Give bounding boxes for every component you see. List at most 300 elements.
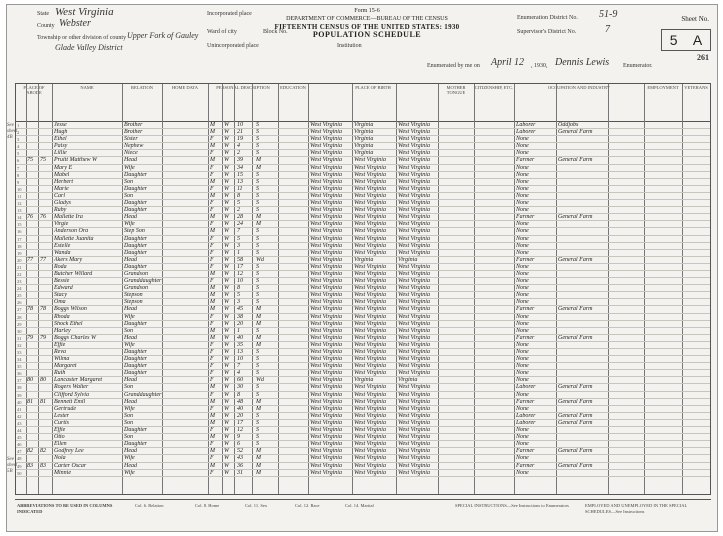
cell-age: 31 bbox=[237, 469, 243, 476]
cell-row-number: 6 bbox=[17, 158, 20, 164]
table-row bbox=[16, 321, 710, 328]
cell-sex: M bbox=[210, 327, 215, 334]
cell-relation: Brother bbox=[124, 122, 143, 128]
cell-mother-birthplace: West Virginia bbox=[398, 419, 430, 426]
cell-sex: F bbox=[210, 263, 214, 270]
cell-birthplace: West Virginia bbox=[310, 320, 342, 327]
cell-occupation: None bbox=[516, 278, 529, 285]
cell-row-number: 40 bbox=[17, 399, 22, 405]
cell-person-name: Otto bbox=[54, 434, 65, 441]
abbrev-title: ABBREVIATIONS TO BE USED IN COLUMNS INDICATED bbox=[17, 503, 113, 514]
cell-relation: Sister bbox=[124, 136, 138, 143]
cell-occupation: None bbox=[516, 207, 529, 214]
cell-sex: F bbox=[210, 405, 214, 412]
cell-person-name: Boggs Charles W bbox=[54, 334, 96, 341]
cell-age: 2 bbox=[237, 207, 240, 214]
cell-birthplace: West Virginia bbox=[310, 462, 342, 469]
cell-dwelling-number: 83 bbox=[27, 462, 33, 469]
cell-marital-status: S bbox=[256, 391, 259, 398]
cell-relation: Head bbox=[124, 448, 137, 455]
cell-father-birthplace: West Virginia bbox=[354, 448, 386, 455]
cell-mother-birthplace: West Virginia bbox=[398, 228, 430, 235]
cell-relation: Daughter bbox=[124, 185, 147, 192]
cell-row-number: 42 bbox=[17, 413, 22, 419]
table-row bbox=[16, 271, 710, 278]
cell-race: W bbox=[224, 157, 229, 164]
cell-birthplace: West Virginia bbox=[310, 228, 342, 235]
cell-race: W bbox=[224, 242, 229, 249]
cell-industry: General Farm bbox=[558, 419, 593, 426]
cell-person-name: Nola bbox=[54, 455, 66, 462]
cell-relation: Daughter bbox=[124, 207, 147, 214]
cell-mother-birthplace: West Virginia bbox=[398, 398, 430, 405]
cell-marital-status: S bbox=[256, 370, 259, 377]
cell-industry: General Farm bbox=[558, 256, 593, 263]
cell-occupation: None bbox=[516, 469, 529, 476]
county-label: County bbox=[37, 23, 55, 29]
cell-row-number: 39 bbox=[17, 392, 22, 398]
table-row bbox=[16, 165, 710, 172]
cell-father-birthplace: West Virginia bbox=[354, 427, 386, 434]
cell-person-name: Mabel bbox=[54, 171, 70, 178]
cell-age: 40 bbox=[237, 334, 243, 341]
cell-person-name: Minnie bbox=[54, 469, 71, 476]
cell-occupation: None bbox=[516, 441, 529, 448]
cell-relation: Head bbox=[124, 306, 137, 313]
cell-industry: General Farm bbox=[558, 129, 593, 136]
cell-marital-status: M bbox=[256, 448, 261, 455]
cell-sex: M bbox=[210, 306, 215, 313]
cell-father-birthplace: West Virginia bbox=[354, 263, 386, 270]
cell-family-number: 75 bbox=[40, 157, 46, 164]
cell-relation: Granddaughter bbox=[124, 391, 162, 398]
cell-father-birthplace: Virginia bbox=[354, 129, 374, 136]
cell-mother-birthplace: West Virginia bbox=[398, 334, 430, 341]
cell-father-birthplace: West Virginia bbox=[354, 200, 386, 207]
cell-birthplace: West Virginia bbox=[310, 157, 342, 164]
department-line: DEPARTMENT OF COMMERCE—BUREAU OF THE CENSUS bbox=[286, 16, 448, 22]
cell-person-name: Ruth bbox=[54, 370, 66, 377]
table-row bbox=[16, 250, 710, 257]
table-row bbox=[16, 278, 710, 285]
cell-sex: F bbox=[210, 391, 214, 398]
cell-person-name: Jesse bbox=[54, 122, 67, 128]
cell-marital-status: S bbox=[256, 178, 259, 185]
cell-row-number: 12 bbox=[17, 201, 22, 207]
table-row bbox=[16, 200, 710, 207]
cell-father-birthplace: West Virginia bbox=[354, 221, 386, 228]
employment-note: EMPLOYED AND UNEMPLOYED IN THE SPECIAL SCHEDULES—See Instructions bbox=[585, 503, 688, 514]
cell-relation: Wife bbox=[124, 341, 135, 348]
cell-mother-birthplace: West Virginia bbox=[398, 171, 430, 178]
table-row bbox=[16, 399, 710, 406]
colgroup-relation: RELATION bbox=[131, 85, 153, 90]
cell-age: 1 bbox=[237, 327, 240, 334]
cell-race: W bbox=[224, 249, 229, 256]
cell-sex: F bbox=[210, 469, 214, 476]
cell-occupation: None bbox=[516, 185, 529, 192]
cell-marital-status: S bbox=[256, 292, 259, 299]
cell-birthplace: West Virginia bbox=[310, 164, 342, 171]
cell-industry: General Farm bbox=[558, 412, 593, 419]
colgroup-citizenship: CITIZENSHIP, ETC. bbox=[474, 85, 514, 90]
cell-father-birthplace: Virginia bbox=[354, 377, 374, 384]
cell-race: W bbox=[224, 334, 229, 341]
cell-sex: F bbox=[210, 363, 214, 370]
cell-birthplace: West Virginia bbox=[310, 171, 342, 178]
cell-person-name: Lester bbox=[54, 412, 69, 419]
cell-race: W bbox=[224, 192, 229, 199]
cell-sex: F bbox=[210, 313, 214, 320]
cell-race: W bbox=[224, 299, 229, 306]
cell-race: W bbox=[224, 306, 229, 313]
cell-occupation: None bbox=[516, 221, 529, 228]
table-row bbox=[16, 228, 710, 235]
cell-person-name: Lancaster Margaret bbox=[54, 377, 103, 384]
cell-race: W bbox=[224, 462, 229, 469]
table-row bbox=[16, 186, 710, 193]
cell-sex: M bbox=[210, 122, 215, 128]
table-row bbox=[16, 434, 710, 441]
cell-mother-birthplace: West Virginia bbox=[398, 185, 430, 192]
cell-occupation: None bbox=[516, 313, 529, 320]
cell-person-name: Ethel bbox=[54, 136, 67, 143]
cell-person-name: Herbert bbox=[54, 178, 73, 185]
table-row bbox=[16, 448, 710, 455]
cell-occupation: Farmer bbox=[516, 334, 535, 341]
cell-mother-birthplace: West Virginia bbox=[398, 427, 430, 434]
cell-relation: Daughter bbox=[124, 235, 147, 242]
cell-relation: Head bbox=[124, 256, 137, 263]
cell-relation: Son bbox=[124, 384, 133, 391]
cell-person-name: Effie bbox=[54, 341, 66, 348]
table-row bbox=[16, 420, 710, 427]
cell-sex: M bbox=[210, 292, 215, 299]
cell-birthplace: West Virginia bbox=[310, 256, 342, 263]
cell-mother-birthplace: West Virginia bbox=[398, 221, 430, 228]
table-row bbox=[16, 356, 710, 363]
cell-row-number: 17 bbox=[17, 236, 22, 242]
cell-father-birthplace: West Virginia bbox=[354, 306, 386, 313]
cell-age: 2 bbox=[237, 150, 240, 157]
cell-race: W bbox=[224, 122, 229, 128]
cell-marital-status: S bbox=[256, 299, 259, 306]
cell-mother-birthplace: West Virginia bbox=[398, 469, 430, 476]
cell-occupation: None bbox=[516, 150, 529, 157]
cell-relation: Daughter bbox=[124, 349, 147, 355]
state-label: State bbox=[37, 11, 49, 17]
cell-relation: Head bbox=[124, 377, 137, 384]
cell-marital-status: S bbox=[256, 412, 259, 419]
cell-relation: Wife bbox=[124, 455, 135, 462]
cell-birthplace: West Virginia bbox=[310, 341, 342, 348]
table-row bbox=[16, 243, 710, 250]
year-suffix: , 1930, bbox=[531, 63, 548, 69]
cell-birthplace: West Virginia bbox=[310, 192, 342, 199]
cell-occupation: Farmer bbox=[516, 256, 535, 263]
cell-father-birthplace: West Virginia bbox=[354, 370, 386, 377]
cell-race: W bbox=[224, 207, 229, 214]
cell-race: W bbox=[224, 292, 229, 299]
cell-race: W bbox=[224, 455, 229, 462]
cell-mother-birthplace: West Virginia bbox=[398, 143, 430, 150]
table-row bbox=[16, 122, 710, 129]
cell-person-name: Effie bbox=[54, 427, 66, 434]
abbrev-race: Col. 12. Race bbox=[295, 503, 320, 508]
cell-age: 36 bbox=[237, 462, 243, 469]
cell-marital-status: S bbox=[256, 228, 259, 235]
supervisor-value: 7 bbox=[605, 24, 610, 35]
cell-relation: Wife bbox=[124, 313, 135, 320]
cell-marital-status: S bbox=[256, 356, 259, 363]
cell-industry: General Farm bbox=[558, 306, 593, 313]
cell-age: 9 bbox=[237, 434, 240, 441]
cell-occupation: None bbox=[516, 235, 529, 242]
cell-mother-birthplace: West Virginia bbox=[398, 349, 430, 355]
cell-family-number: 79 bbox=[40, 334, 46, 341]
table-row bbox=[16, 193, 710, 200]
cell-birthplace: West Virginia bbox=[310, 391, 342, 398]
enumerated-date: April 12 bbox=[491, 57, 525, 68]
cell-sex: F bbox=[210, 427, 214, 434]
cell-occupation: Laborer bbox=[516, 122, 536, 128]
cell-race: W bbox=[224, 185, 229, 192]
table-row bbox=[16, 236, 710, 243]
cell-sex: F bbox=[210, 200, 214, 207]
cell-age: 38 bbox=[237, 313, 243, 320]
cell-father-birthplace: West Virginia bbox=[354, 356, 386, 363]
cell-industry: General Farm bbox=[558, 214, 593, 221]
cell-sex: M bbox=[210, 192, 215, 199]
cell-person-name: Estelle bbox=[54, 242, 71, 249]
cell-mother-birthplace: West Virginia bbox=[398, 341, 430, 348]
cell-age: 30 bbox=[237, 384, 243, 391]
enumeration-value: 51-9 bbox=[599, 9, 618, 20]
cell-marital-status: Wd bbox=[256, 256, 264, 263]
colgroup-tongue: MOTHER TONGUE bbox=[446, 85, 466, 95]
cell-row-number: 43 bbox=[17, 420, 22, 426]
cell-race: W bbox=[224, 313, 229, 320]
cell-row-number: 24 bbox=[17, 286, 22, 292]
table-row bbox=[16, 136, 710, 143]
cell-race: W bbox=[224, 150, 229, 157]
cell-father-birthplace: West Virginia bbox=[354, 327, 386, 334]
cell-occupation: None bbox=[516, 228, 529, 235]
cell-mother-birthplace: West Virginia bbox=[398, 313, 430, 320]
cell-race: W bbox=[224, 143, 229, 150]
cell-age: 58 bbox=[237, 256, 243, 263]
cell-race: W bbox=[224, 171, 229, 178]
cell-person-name: Mallette Ira bbox=[54, 214, 83, 221]
cell-mother-birthplace: West Virginia bbox=[398, 242, 430, 249]
cell-sex: M bbox=[210, 434, 215, 441]
cell-father-birthplace: West Virginia bbox=[354, 299, 386, 306]
cell-person-name: Godfrey Lee bbox=[54, 448, 84, 455]
table-row bbox=[16, 292, 710, 299]
cell-industry: General Farm bbox=[558, 448, 593, 455]
cell-father-birthplace: West Virginia bbox=[354, 157, 386, 164]
table-row bbox=[16, 335, 710, 342]
table-row bbox=[16, 207, 710, 214]
cell-occupation: None bbox=[516, 405, 529, 412]
cell-father-birthplace: West Virginia bbox=[354, 192, 386, 199]
cell-age: 3 bbox=[237, 299, 240, 306]
cell-person-name: Rogers Walter bbox=[54, 384, 89, 391]
cell-relation: Brother bbox=[124, 129, 143, 136]
cell-occupation: None bbox=[516, 178, 529, 185]
cell-sex: F bbox=[210, 207, 214, 214]
cell-sex: F bbox=[210, 377, 214, 384]
cell-relation: Head bbox=[124, 462, 137, 469]
cell-relation: Son bbox=[124, 412, 133, 419]
cell-age: 21 bbox=[237, 129, 243, 136]
cell-occupation: Farmer bbox=[516, 462, 535, 469]
cell-birthplace: West Virginia bbox=[310, 455, 342, 462]
cell-row-number: 47 bbox=[17, 449, 22, 455]
sheet-box bbox=[661, 29, 711, 51]
table-row bbox=[16, 441, 710, 448]
cell-sex: F bbox=[210, 136, 214, 143]
cell-family-number: 80 bbox=[40, 377, 46, 384]
cell-father-birthplace: West Virginia bbox=[354, 398, 386, 405]
cell-birthplace: West Virginia bbox=[310, 143, 342, 150]
cell-race: W bbox=[224, 356, 229, 363]
cell-birthplace: West Virginia bbox=[310, 200, 342, 207]
cell-sex: F bbox=[210, 349, 214, 355]
cell-birthplace: West Virginia bbox=[310, 334, 342, 341]
cell-occupation: None bbox=[516, 455, 529, 462]
abbrev-home: Col. 8. Home bbox=[195, 503, 220, 508]
cell-row-number: 9 bbox=[17, 179, 20, 185]
unincorporated-label: Unincorporated place bbox=[207, 43, 259, 49]
cell-birthplace: West Virginia bbox=[310, 384, 342, 391]
cell-birthplace: West Virginia bbox=[310, 263, 342, 270]
cell-person-name: Akers Mary bbox=[54, 256, 83, 263]
cell-race: W bbox=[224, 427, 229, 434]
cell-age: 48 bbox=[237, 398, 243, 405]
table-row bbox=[16, 314, 710, 321]
cell-row-number: 7 bbox=[17, 165, 20, 171]
table-row bbox=[16, 463, 710, 470]
cell-age: 19 bbox=[237, 136, 243, 143]
side-note-bottom: See sheet 5B bbox=[7, 457, 18, 474]
cell-occupation: None bbox=[516, 270, 529, 277]
cell-race: W bbox=[224, 235, 229, 242]
cell-row-number: 16 bbox=[17, 229, 22, 235]
colgroup-personal: PERSONAL DESCRIPTION bbox=[216, 85, 270, 90]
cell-marital-status: M bbox=[256, 306, 261, 313]
cell-father-birthplace: West Virginia bbox=[354, 363, 386, 370]
cell-marital-status: S bbox=[256, 143, 259, 150]
cell-race: W bbox=[224, 228, 229, 235]
cell-birthplace: West Virginia bbox=[310, 398, 342, 405]
cell-person-name: Ellen bbox=[54, 441, 67, 448]
cell-race: W bbox=[224, 129, 229, 136]
cell-occupation: None bbox=[516, 192, 529, 199]
cell-row-number: 4 bbox=[17, 144, 20, 150]
cell-age: 17 bbox=[237, 419, 243, 426]
table-row bbox=[16, 455, 710, 462]
cell-person-name: Roda bbox=[54, 263, 67, 270]
cell-sex: F bbox=[210, 356, 214, 363]
cell-marital-status: S bbox=[256, 192, 259, 199]
cell-row-number: 21 bbox=[17, 264, 22, 270]
table-row bbox=[16, 129, 710, 136]
form-title bbox=[257, 7, 477, 39]
cell-age: 60 bbox=[237, 377, 243, 384]
cell-age: 3 bbox=[237, 242, 240, 249]
cell-father-birthplace: West Virginia bbox=[354, 313, 386, 320]
cell-relation: Daughter bbox=[124, 242, 147, 249]
column-header-band bbox=[16, 84, 710, 122]
cell-birthplace: West Virginia bbox=[310, 178, 342, 185]
cell-race: W bbox=[224, 285, 229, 292]
cell-row-number: 35 bbox=[17, 364, 22, 370]
cell-dwelling-number: 82 bbox=[27, 448, 33, 455]
cell-age: 34 bbox=[237, 164, 243, 171]
cell-birthplace: West Virginia bbox=[310, 412, 342, 419]
cell-mother-birthplace: West Virginia bbox=[398, 122, 430, 128]
cell-occupation: None bbox=[516, 292, 529, 299]
cell-age: 8 bbox=[237, 285, 240, 292]
cell-birthplace: West Virginia bbox=[310, 427, 342, 434]
cell-row-number: 48 bbox=[17, 456, 22, 462]
stamp-number: 261 bbox=[697, 53, 709, 62]
cell-marital-status: M bbox=[256, 405, 261, 412]
cell-occupation: Farmer bbox=[516, 448, 535, 455]
cell-race: W bbox=[224, 391, 229, 398]
table-row bbox=[16, 328, 710, 335]
cell-father-birthplace: West Virginia bbox=[354, 391, 386, 398]
cell-occupation: Farmer bbox=[516, 398, 535, 405]
cell-race: W bbox=[224, 377, 229, 384]
state-value: West Virginia bbox=[55, 6, 114, 18]
cell-mother-birthplace: West Virginia bbox=[398, 363, 430, 370]
cell-mother-birthplace: West Virginia bbox=[398, 278, 430, 285]
cell-father-birthplace: West Virginia bbox=[354, 412, 386, 419]
cell-person-name: Carter Oscar bbox=[54, 462, 87, 469]
cell-sex: F bbox=[210, 171, 214, 178]
cell-age: 20 bbox=[237, 320, 243, 327]
cell-row-number: 18 bbox=[17, 243, 22, 249]
cell-row-number: 26 bbox=[17, 300, 22, 306]
cell-father-birthplace: West Virginia bbox=[354, 341, 386, 348]
cell-sex: M bbox=[210, 412, 215, 419]
cell-occupation: None bbox=[516, 370, 529, 377]
census-title: FIFTEENTH CENSUS OF THE UNITED STATES: 1930 bbox=[274, 23, 460, 31]
table-row bbox=[16, 221, 710, 228]
cell-industry: General Farm bbox=[558, 398, 593, 405]
cell-row-number: 31 bbox=[17, 335, 22, 341]
cell-relation: Son bbox=[124, 419, 133, 426]
cell-occupation: Laborer bbox=[516, 129, 536, 136]
table-row bbox=[16, 413, 710, 420]
cell-age: 24 bbox=[237, 221, 243, 228]
cell-father-birthplace: West Virginia bbox=[354, 334, 386, 341]
cell-race: W bbox=[224, 263, 229, 270]
sheet-label: Sheet No. bbox=[681, 15, 709, 23]
table-row bbox=[16, 406, 710, 413]
cell-marital-status: S bbox=[256, 200, 259, 207]
cell-relation: Nephew bbox=[124, 143, 144, 150]
enumerator-label: Enumerator. bbox=[623, 63, 653, 69]
cell-sex: M bbox=[210, 419, 215, 426]
cell-age: 52 bbox=[237, 448, 243, 455]
cell-marital-status: M bbox=[256, 320, 261, 327]
cell-birthplace: West Virginia bbox=[310, 249, 342, 256]
cell-father-birthplace: West Virginia bbox=[354, 455, 386, 462]
cell-marital-status: S bbox=[256, 129, 259, 136]
